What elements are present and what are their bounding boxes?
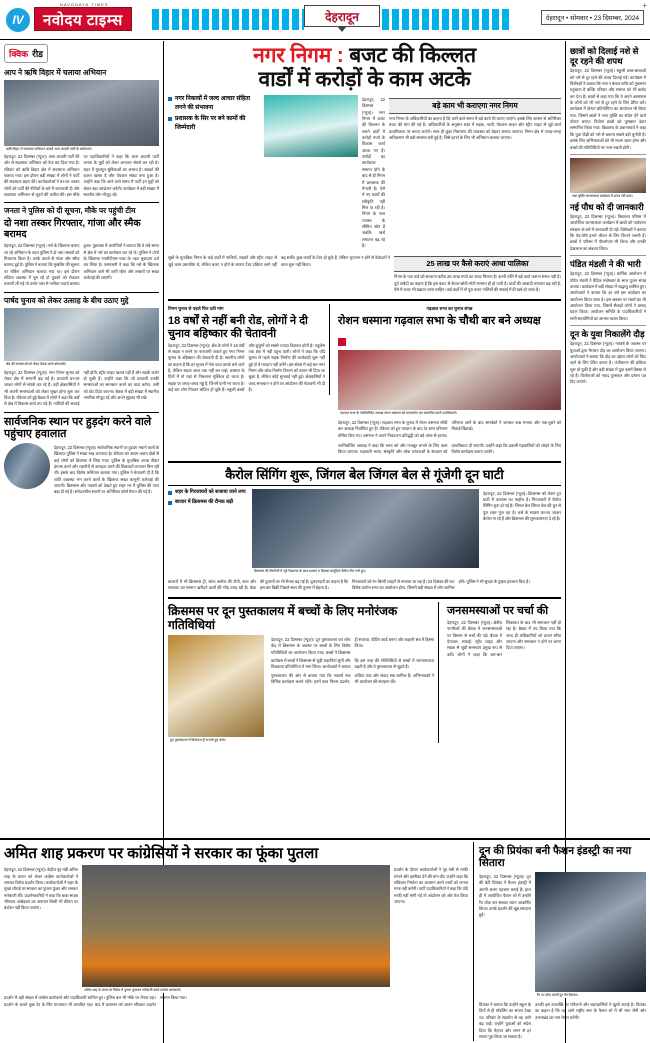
quick-read-subline: आप ने ऋषि विहार में चलाया अभियान xyxy=(4,68,107,77)
bottom-left-headline: अमित शाह प्रकरण पर कांग्रेसियों ने सरकार का फूंका पुतला xyxy=(4,845,319,862)
divider xyxy=(570,325,646,326)
divider xyxy=(4,292,159,293)
mid-left-headline: 18 वर्षों से नहीं बनी रोड, लोगों ने दी चुनाव बहिष्कार की चेतावनी xyxy=(168,315,308,340)
photo-library-children xyxy=(168,635,264,743)
lead-headline-block xyxy=(168,44,561,91)
photo-ward-meeting xyxy=(4,308,159,368)
mid-left-body: देहरादून, 22 दिसम्बर (न्यूज)। क्षेत्र के लोगों ने 18 वर्षों से सड़क न बनने पर नाराजगी जताते हुए नगर निगम चुनाव के बहिष्कार की चेतावनी दी है। स्थानीय लोगों का कहना है कि हर चुनाव में नेता वादा करके चले जाते हैं, लेकिन सड़क आज तक नहीं बन पाई। बरसात के दिनों में तो यहां से निकलना मुश्किल हो जाता है। सड़क पर जगह-जगह गड्ढे हैं, जिनमें पानी भर जाता है। कई बार लोग गिरकर चोटिल हो चुके हैं। स्कूली बच्चों और बुजुर्गों को सबसे ज्यादा दिक्कत होती है। एंबुलेंस तक क्षेत्र में नहीं पहुंच पाती। लोगों ने कहा कि यदि चुनाव से पहले सड़क निर्माण की कार्यवाही शुरू नहीं हुई तो वे मतदान नहीं करेंगे। इस संबंध में कई बार नगर निगम और लोक निर्माण विभाग को ज्ञापन भी दिया जा चुका है, लेकिन कोई सुनवाई नहीं हुई। क्षेत्रवासियों ने जल्द समाधान न होने पर आंदोलन की चेतावनी भी दी है। xyxy=(168,342,325,392)
jan-headline: जनसमस्याओं पर चर्चा की xyxy=(447,605,549,618)
photo-caption: क्रिसमस की तैयारियों में जुटे विद्यालय के छात्र-छात्राएं व शिक्षक सामूहिक कैरोल गीत गाते हुए। xyxy=(252,568,479,574)
bottom-left-body3: प्रदर्शन में बड़ी संख्या में कांग्रेस कार्यकर्ता और पदाधिकारी शामिल हुए। पुलिस बल भी मौके पर तैनात रहा। प्रदर्शन के चलते कुछ देर के लिए यातायात भी प्रभावित रहा। बाद में प्रशासन को ज्ञापन सौंपकर प्रदर्शन समाप्त किया गया। xyxy=(4,995,187,1007)
divider xyxy=(168,597,561,599)
carol-bullet: बाजार में क्रिसमस की रौनक बढ़ी xyxy=(168,499,248,506)
bottom-right-headline: दून की प्रियंका बनी फैशन इंडस्ट्री का नया सितारा xyxy=(479,845,632,870)
lead-bullet-list xyxy=(168,95,260,136)
right-story2-headline: नई पौध को दी जानकारी xyxy=(570,201,644,212)
right-story3-body: देहरादून, 22 दिसम्बर (न्यूज)। धार्मिक आयोजन में पंडित मंडली ने वैदिक मंत्रोच्चार के साथ पूजन संपन्न कराया। कार्यक्रम में बड़ी संख्या में श्रद्धालु शामिल हुए। आयोजकों ने बताया कि हर वर्ष इस कार्यक्रम का आयोजन किया जाता है। इस अवसर पर भंडारे का भी आयोजन किया गया, जिसमें सैकड़ों लोगों ने प्रसाद ग्रहण किया। आयोजन समिति के पदाधिकारियों ने सभी सहयोगियों का आभार व्यक्त किया। xyxy=(570,271,646,321)
library-body: देहरादून, 22 दिसम्बर (न्यूज)। दून पुस्तकालय एवं शोध केंद्र में क्रिसमस के अवसर पर बच्चों के लिए विशेष गतिविधियों का आयोजन किया गया। बच्चों ने क्रिसमस ट्री सजाया, ग्रीटिंग कार्ड बनाए और कहानी सत्र में हिस्सा लिया। xyxy=(271,636,434,655)
photo-caption: गढ़वाल सभा के नवनिर्वाचित अध्यक्ष रोशन धस्माना को माल्यार्पण कर सम्मानित करते पदाधिकारी। xyxy=(338,410,561,416)
right-story2-body: देहरादून, 22 दिसम्बर (न्यूज)। विद्यालय परिसर में आयोजित जागरूकता कार्यक्रम में छात्रों को पर्यावरण संरक्षण के बारे में जानकारी दी गई। विशेषज्ञों ने बताया कि पेड़-पौधे हमारे जीवन के लिए कितने जरूरी हैं। छात्रों ने परिसर में पौधरोपण भी किया और उनकी देखभाल का संकल्प लिया। xyxy=(570,214,646,251)
lead-headline-red: नगर निगम : xyxy=(253,44,344,67)
right-story1-headline: छात्रों को दिलाई नशे से दूर रहने की शपथ xyxy=(570,46,639,67)
photo-police-officer xyxy=(4,443,50,489)
masthead-stripe-right xyxy=(382,9,510,30)
photo-nagar-nigam-building xyxy=(264,95,358,157)
lead-intro: देहरादून, 22 दिसम्बर (न्यूज)। नगर निगम में बजट की किल्लत के चलते वार्डों में करोड़ों रुपये के विकास कार्य अटक गए हैं। पार्षदों का कार्यकाल समाप्त होने के बाद से ही निगम में प्रशासक की तैनाती है। ऐसे में नए कार्यों की स्वीकृति नहीं मिल पा रही है। निगम के पास राजस्व के सीमित स्रोत हैं जबकि खर्चे लगातार बढ़ रहे हैं। xyxy=(362,97,385,248)
mid-right-redbar xyxy=(338,338,346,346)
photo-effigy-burning xyxy=(82,865,390,993)
bottom-right-body: देहरादून, 22 दिसम्बर (न्यूज)। दून की बेटी प्रियंका ने फैशन इंडस्ट्री में अपनी अलग पहचान बनाई है। हाल ही में आयोजित फैशन शो में उन्होंने रैंप वॉक कर सबका ध्यान आकर्षित किया। उनके प्रदर्शन की खूब सराहना हुई। xyxy=(479,874,531,918)
story2-body: देहरादून, 22 दिसम्बर (न्यूज)। नशे के खिलाफ चलाए जा रहे अभियान के तहत पुलिस ने दो नशा तस्करों को गिरफ्तार किया है। उनके कब्जे से गांजा और स्मैक बरामद हुई है। पुलिस ने बताया कि मुखबिर की सूचना पर चेकिंग अभियान चलाया गया था। इस दौरान संदिग्ध अवस्था में घूम रहे दो युवकों को रोककर तलाशी ली गई तो उनके पास से नशीला पदार्थ बरामद हुआ। पूछताछ में आरोपियों ने बताया कि वे लंबे समय से क्षेत्र में नशे का कारोबार कर रहे थे। पुलिस ने दोनों के खिलाफ एनडीपीएस एक्ट के तहत मुकदमा दर्ज कर लिया है। एसएसपी ने कहा कि नशे के खिलाफ अभियान आगे भी जारी रहेगा और तस्करों पर सख्त कार्रवाई की जाएगी। xyxy=(4,243,159,287)
carol-body3: गिरजाघरों को रंग-बिरंगी लाइटों से सजाया जा रहा है। 24 दिसंबर की रात विशेष प्रार्थना सभा का आयोजन होगा, जिसमें बड़ी संख्या में लोग शामिल होंगे। पुलिस ने भी सुरक्षा के पुख्ता इंतजाम किए हैं। xyxy=(352,578,530,591)
lead-intro2: सूत्रों के मुताबिक निगम के कई वार्डों में नालियों, सड़कों और स्ट्रीट लाइट से जुड़े काम प्रस्तावित थे, लेकिन बजट न होने के कारण टेंडर प्रक्रिया आगे नहीं बढ़ सकी। कुछ कार्यों के टेंडर हो चुके हैं, लेकिन भुगतान न होने से ठेकेदारों ने काम शुरू नहीं किया। xyxy=(168,255,390,267)
carol-body: देहरादून, 22 दिसम्बर (न्यूज)। क्रिसमस को लेकर दून घाटी में उल्लास का माहौल है। गिरजाघरों में कैरोल सिंगिंग शुरू हो गई है। जिंगल बेल जिंगल बेल की धुन से पूरा शहर गूंज रहा है। चर्च के सदस्य घर-घर जाकर कैरोल गा रहे हैं और क्रिसमस की शुभकामनाएं दे रहे हैं। xyxy=(483,490,561,522)
lead-headline-line2: वार्डों में करोड़ों के काम अटके xyxy=(258,67,471,91)
carol-body2: बाजारों में भी क्रिसमस ट्री, सांता क्लॉज की टोपी, स्टार और सजावट का सामान खरीदने वालों की भीड़ उमड़ रही है। केक की दुकानों पर भी रौनक बढ़ गई है। दुकानदारों का कहना है कि इस बार बिक्री पिछले साल की तुलना में बेहतर है। xyxy=(168,578,348,591)
story-body-aap: देहरादून, 22 दिसम्बर (न्यूज)। आम आदमी पार्टी की ओर से सदस्यता अभियान को तेज कर दिया गया है। रविवार को ऋषि विहार क्षेत्र में सदस्यता अभियान चलाया गया। इस दौरान बड़ी संख्या में लोगों ने पार्टी की सदस्यता ग्रहण की। कार्यकर्ताओं ने घर-घर जाकर लोगों को पार्टी की नीतियों के बारे में जानकारी दी और सदस्यता अभियान से जुड़ने की अपील की। इस मौके पर पदाधिकारियों ने कहा कि आम आदमी पार्टी जनता के मुद्दों को लेकर लगातार संघर्ष कर रही है। शहर में मूलभूत सुविधाओं का अभाव है। सड़कों की हालत खस्ता है और पेयजल संकट बना हुआ है। उन्होंने कहा कि आने वाले समय में पार्टी इन मुद्दों को लेकर बड़ा आंदोलन करेगी। कार्यक्रम में बड़ी संख्या में स्थानीय लोग मौजूद रहे। xyxy=(4,154,159,198)
bottom-right-body2: प्रियंका ने बताया कि उन्होंने स्कूल के दिनों से ही मॉडलिंग का सपना देखा था। परिवार के सहयोग से वह आगे बढ़ पाईं। उन्होंने युवाओं को संदेश दिया कि मेहनत और लगन से हर सपना पूरा किया जा सकता है। xyxy=(479,1002,531,1039)
lead-bullet: नगर निकायों में जल्द आचार संहिता लगने की संभावना xyxy=(168,95,260,112)
divider xyxy=(168,299,561,301)
photo-caption: अमित शाह के बयान के विरोध में पुतला फूंककर नारेबाजी करते कांग्रेस कार्यकर्ता। xyxy=(82,987,390,993)
mid-right-body2: नवनिर्वाचित अध्यक्ष ने कहा कि सभा को और मजबूत बनाने के लिए काम किया जाएगा। गढ़वाली भाषा, संस्कृति और लोक परंपराओं के संरक्षण को प्राथमिकता दी जाएगी। उन्होंने कहा कि प्रवासी गढ़वालियों को जोड़ने के लिए विशेष कार्यक्रम चलाए जाएंगे। xyxy=(338,442,561,455)
photo-students-pledge xyxy=(570,158,646,200)
masthead-stripe-left xyxy=(152,9,304,30)
lead-box1-text: नगर निगम के अधिकारियों का कहना है कि आने वाले समय में बड़े कार्य भी कराए जाएंगे। इसके लिए शासन से अतिरिक्त बजट की मांग की गई है। अधिकारियों के अनुसार शहर में सड़क, नाली, पेयजल लाइन और स्ट्रीट लाइट से जुड़े कार्य प्राथमिकता पर कराए जाएंगे। साथ ही कूड़ा निस्तारण की व्यवस्था को बेहतर बनाया जाएगा। निगम क्षेत्र में जगह-जगह अतिक्रमण भी बड़ी समस्या बनी हुई है, जिसे हटाने के लिए भी अभियान चलाया जाएगा। xyxy=(389,116,561,141)
right-story3-headline: पंडित मंडली ने की भारी xyxy=(570,259,641,270)
photo-caption: नशा मुक्ति जागरूकता कार्यक्रम में शपथ लेते छात्र। xyxy=(570,193,646,199)
photo-fashion-model xyxy=(535,872,646,998)
divider xyxy=(570,154,646,155)
bottom-right-body3: उनकी इस उपलब्धि पर परिजनों और शहरवासियों ने खुशी जताई है। प्रियंका का कहना है कि वह आगे राष्ट्रीय स्तर के फैशन शो में भी भाग लेंगी और उत्तराखंड का नाम रोशन करेंगी। xyxy=(535,1002,646,1020)
divider xyxy=(4,412,159,413)
story4-headline: सार्वजनिक स्थान पर हुड़दंग करने वाले पहुंचाए हवालात xyxy=(4,415,152,441)
photo-caption: रैंप पर वॉक करतीं दून की प्रियंका। xyxy=(535,992,646,998)
story3-kicker: पार्षद चुनाव को लेकर उत्साह के बीच उठाए मुद्दे xyxy=(4,295,129,305)
photo-caption: दून पुस्तकालय में क्रिसमस ट्री सजाते हुए बच्चे। xyxy=(168,737,264,743)
photo-caption: ऋषि विहार में सदस्यता अभियान चलाते आम आदमी पार्टी के कार्यकर्ता। xyxy=(4,146,159,152)
story2-headline: दो नशा तस्कर गिरफ्तार, गांजा और स्मैक बरामद xyxy=(4,218,141,241)
mid-left-kicker: निगम चुनाव से पहले फिर उठी मांग xyxy=(168,306,224,312)
carol-bullet: शहर के गिरजाघरों को सजाया जाने लगा xyxy=(168,489,248,496)
divider xyxy=(570,255,646,256)
bottom-left-body: देहरादून, 22 दिसम्बर (न्यूज)। केंद्रीय गृह मंत्री अमित शाह के बयान को लेकर कांग्रेस कार्यकर्ताओं ने जमकर विरोध प्रदर्शन किया। कार्यकर्ताओं ने शहर के मुख्य चौराहे पर सरकार का पुतला फूंका और जमकर नारेबाजी की। प्रदर्शनकारियों ने कहा कि बाबा साहब भीमराव आंबेडकर का अपमान किसी भी कीमत पर बर्दाश्त नहीं किया जाएगा। xyxy=(4,867,78,911)
carol-headline: कैरोल सिंगिंग शुरू, जिंगल बेल जिंगल बेल से गूंजेगी दून घाटी xyxy=(168,461,561,486)
lead-bullet: प्रशासक के सिर पर बने कामों की जिम्मेदारी xyxy=(168,115,260,132)
photo-garhwal-sabha xyxy=(338,350,561,416)
quick-read-red-label: क्विक xyxy=(9,49,29,59)
dateline: देहरादून • सोमवार • 23 दिसम्बर, 2024 xyxy=(541,10,644,25)
library-body2: कार्यक्रम में बच्चों ने क्रिसमस से जुड़ी कहानियां सुनीं और चित्रकला प्रतियोगिता में भाग लिया। आयोजकों ने बताया कि इस तरह की गतिविधियों से बच्चों में रचनात्मकता बढ़ती है और वे पुस्तकालय से जुड़ते हैं। xyxy=(271,657,434,670)
jan-body: देहरादून, 22 दिसम्बर (न्यूज)। क्षेत्रीय नागरिकों की बैठक में जनसमस्याओं पर विस्तार से चर्चा की गई। बैठक में पेयजल, सफाई, स्ट्रीट लाइट और सड़क से जुड़ी समस्याएं प्रमुख रूप से उठीं। लोगों ने कहा कि बार-बार शिकायत के बाद भी समाधान नहीं हो रहा है। बैठक में तय किया गया कि जल्द ही अधिकारियों को ज्ञापन सौंपा जाएगा और समाधान न होने पर धरना दिया जाएगा। xyxy=(447,620,561,657)
story2-kicker: जनता ने पुलिस को दी सूचना, मौके पर पहुंची टीम xyxy=(4,206,136,216)
quick-read-badge xyxy=(4,44,48,63)
right-story1-body: देहरादून, 22 दिसम्बर (न्यूज)। स्कूली छात्र-छात्राओं को नशे से दूर रहने की शपथ दिलाई गई। कार्यक्रम में विशेषज्ञों ने बताया कि नशा न केवल शरीर को नुकसान पहुंचाता है बल्कि परिवार और समाज को भी बर्बाद कर देता है। छात्रों से कहा गया कि वे अपने आसपास के लोगों को भी नशे से दूर रहने के लिए प्रेरित करें। कार्यक्रम में पोस्टर प्रतियोगिता का आयोजन भी किया गया, जिसमें छात्रों ने नशा मुक्ति का संदेश देने वाले पोस्टर बनाए। विजेता छात्रों को पुरस्कार देकर सम्मानित किया गया। विद्यालय के प्रधानाचार्य ने कहा कि युवा पीढ़ी को नशे से बचाना सबसे बड़ी चुनौती है। इसके लिए अभिभावकों को भी सजग रहना होगा और बच्चों की गतिविधियों पर नजर रखनी होगी। xyxy=(570,68,646,150)
channel-logo-icon: IV xyxy=(6,8,30,32)
bottom-strip xyxy=(0,838,650,1043)
right-story4-headline: दून के युवा निकालेंगे दौड़ xyxy=(570,329,645,340)
lead-box2-text: निगम के एक वार्ड को सालाना करीब 25 लाख रुपये का बजट मिलता है। इतनी राशि में बड़े कार्य कराना संभव नहीं है। पूर्व पार्षदों का कहना है कि इस बजट से केवल छोटी-मोटी मरम्मत ही हो पाती है। वार्डों की आबादी लगातार बढ़ रही है, ऐसे में बजट भी बढ़ाया जाना चाहिए। कई वार्डों में तो पूरा बजट नालियों की सफाई में ही खर्च हो जाता है। xyxy=(394,274,561,292)
mid-right-kicker: गढ़वाल सभा का चुनाव संपन्न xyxy=(426,306,473,312)
story4-body: देहरादून, 22 दिसम्बर (न्यूज)। सार्वजनिक स्थानों पर हुड़दंग मचाने वालों के खिलाफ पुलिस ने सख्त रुख अपनाया है। रविवार को अलग-अलग क्षेत्रों से कई लोगों को हिरासत में लिया गया। पुलिस के मुताबिक शराब पीकर हंगामा करने और राहगीरों से अभद्रता करने की शिकायतें लगातार मिल रही थीं। इसके बाद विशेष अभियान चलाया गया। पुलिस ने चेतावनी दी है कि शांति व्यवस्था भंग करने वालों के खिलाफ सख्त कानूनी कार्रवाई की जाएगी। क्रिसमस और नववर्ष को देखते हुए शहर भर में पुलिस की गश्त बढ़ा दी गई है। संवेदनशील स्थानों पर अतिरिक्त फोर्स तैनात की गई है। xyxy=(54,445,159,495)
masthead xyxy=(0,0,650,40)
quick-read-black-label: रीड xyxy=(32,49,43,59)
lead-headline-rest: बजट की किल्लत xyxy=(343,44,476,67)
photo-aap-campaign xyxy=(4,80,159,152)
plus-icon: + xyxy=(642,1,647,10)
paper-name-superscript: NAVODAYA TIMES xyxy=(60,2,109,7)
lead-headline-line1 xyxy=(168,44,561,68)
library-headline: क्रिसमस पर दून पुस्तकालय में बच्चों के लिए मनोरंजक गतिविधियां xyxy=(168,604,398,633)
bottom-left-body2: प्रदर्शन के दौरान कार्यकर्ताओं ने गृह मंत्री से माफी मांगने और इस्तीफा देने की मांग की। उन्होंने कहा कि संविधान निर्माता का अपमान करने वालों को जनता माफ नहीं करेगी। पार्टी पदाधिकारियों ने कहा कि यदि माफी नहीं मांगी गई तो आंदोलन को और तेज किया जाएगा। xyxy=(394,867,468,904)
mid-right-headline: रोशन धस्माना गढ़वाल सभा के चौथी बार बने अध्यक्ष xyxy=(338,315,541,328)
mid-right-body: देहरादून, 22 दिसम्बर (न्यूज)। गढ़वाल सभा के चुनाव में रोशन धस्माना चौथी बार अध्यक्ष निर्वाचित हुए हैं। रविवार को हुए मतदान के बाद देर शाम परिणाम घोषित किए गए। धस्माना ने अपने निकटतम प्रतिद्वंद्वी को बड़े अंतर से हराया। परिणाम आने के बाद समर्थकों ने जमकर जश्न मनाया और एक-दूसरे को मिठाई खिलाई। xyxy=(338,419,561,438)
divider xyxy=(4,202,159,203)
carol-bullet-list xyxy=(168,489,248,510)
photo-carol-singing xyxy=(252,489,479,575)
lead-box1-title: बड़े काम भी कराएगा नगर निगम xyxy=(389,98,561,114)
right-story4-body: देहरादून, 22 दिसम्बर (न्यूज)। नववर्ष के अवसर पर युवाओं द्वारा मैराथन दौड़ का आयोजन किया जाएगा। आयोजकों ने बताया कि दौड़ का उद्देश्य लोगों को फिट रहने के लिए प्रेरित करना है। पंजीकरण की प्रक्रिया शुरू हो चुकी है और बड़ी संख्या में युवा इसमें हिस्सा ले रहे हैं। विजेताओं को नकद पुरस्कार और प्रमाण पत्र दिए जाएंगे। xyxy=(570,341,646,385)
library-body3: पुस्तकालय की ओर से बताया गया कि नववर्ष तक विभिन्न कार्यक्रम चलते रहेंगे। इनमें बाल फिल्म प्रदर्शन, कविता पाठ और संवाद सत्र शामिल हैं। अभिभावकों ने भी आयोजन की सराहना की। xyxy=(271,672,434,685)
story3-body: देहरादून, 22 दिसम्बर (न्यूज)। नगर निगम चुनाव को लेकर क्षेत्र में सरगर्मी बढ़ गई है। प्रत्याशी घर-घर जाकर लोगों से संपर्क कर रहे हैं। वहीं क्षेत्रवासियों ने भी अपनी समस्याओं को लेकर मुखर होना शुरू कर दिया है। रविवार को हुई बैठक में लोगों ने कहा कि वर्षों से क्षेत्र में विकास कार्य ठप पड़े हैं। नालियों की सफाई नहीं होती, स्ट्रीट लाइट खराब पड़ी हैं और सड़कें जर्जर हो चुकी हैं। उन्होंने कहा कि जो प्रत्याशी उनकी समस्याओं का समाधान करने का वादा करेगा, उसी को वोट दिया जाएगा। बैठक में बड़ी संख्या में स्थानीय नागरिक मौजूद रहे और अपने सुझाव भी रखे। xyxy=(4,369,159,407)
paper-nameplate: नवोदय टाइम्स xyxy=(34,7,132,31)
city-edition-tag: देहरादून xyxy=(304,5,380,27)
photo-caption: क्षेत्र की समस्याओं को लेकर बैठक करते क्षेत्रवासी। xyxy=(4,361,159,367)
lead-box2-title: 25 लाख पर कैसे कराएं आधा पालिका xyxy=(394,256,561,272)
